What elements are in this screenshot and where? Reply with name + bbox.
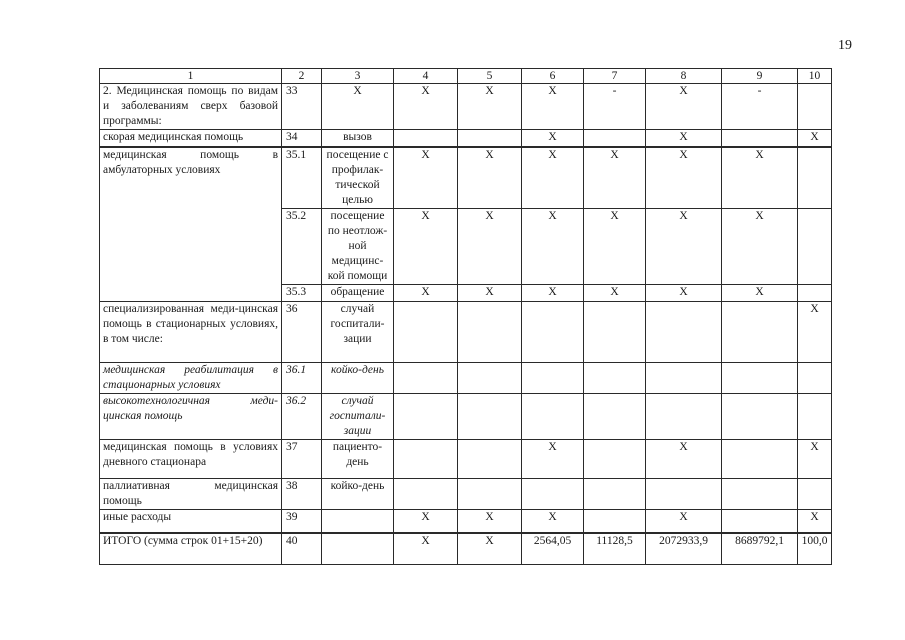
column-header: 9 [722,69,798,84]
cell-col4: Х [394,209,458,285]
cell-col6 [522,302,584,363]
row-name: высокотехнологичная меди-цинская помощь [100,394,282,440]
cell-col8: Х [646,285,722,302]
row-name: специализированная меди-цинская помощь в стационарных условиях, в том числе: [100,302,282,363]
cell-col8: Х [646,440,722,479]
row-name: паллиативная медицинская помощь [100,479,282,510]
cell-col7 [584,510,646,534]
cell-col4 [394,130,458,148]
cell-col9 [722,394,798,440]
cell-col7 [584,302,646,363]
row-number: 38 [282,479,322,510]
cell-col8 [646,479,722,510]
table-row [100,479,832,510]
cell-col9: 8689792,1 [722,533,798,565]
row-name: скорая медицинская помощь [100,130,282,148]
cell-col10 [798,84,832,130]
cell-col9 [722,510,798,534]
cell-col8: Х [646,147,722,209]
cell-col6: Х [522,440,584,479]
page-number: 19 [838,38,852,53]
cell-col9: Х [722,147,798,209]
cell-col5: Х [458,84,522,130]
cell-col6 [522,479,584,510]
cell-col7 [584,440,646,479]
row-unit: койко-день [322,363,394,394]
table-row [100,84,832,130]
cell-col5: Х [458,533,522,565]
cell-col9 [722,479,798,510]
cell-col5 [458,302,522,363]
row-unit: вызов [322,130,394,148]
column-header: 5 [458,69,522,84]
column-header: 1 [100,69,282,84]
row-name: медицинская реабилитация в стационарных условиях [100,363,282,394]
cell-col5 [458,130,522,148]
cell-col5 [458,394,522,440]
cell-col4: Х [394,84,458,130]
cell-col8 [646,363,722,394]
cell-col6: Х [522,84,584,130]
cell-col7: Х [584,209,646,285]
cell-col9: Х [722,285,798,302]
column-header: 2 [282,69,322,84]
table-row [100,130,832,148]
row-number: 35.2 [282,209,322,285]
cell-col8: Х [646,209,722,285]
cell-col7 [584,394,646,440]
row-unit: обращение [322,285,394,302]
row-number: 39 [282,510,322,534]
column-header: 8 [646,69,722,84]
cell-col4 [394,479,458,510]
row-number: 37 [282,440,322,479]
cell-col9: - [722,84,798,130]
row-unit: пациенто-день [322,440,394,479]
row-unit: случай госпитали-зации [322,302,394,363]
cell-col5: Х [458,147,522,209]
table-row [100,302,832,363]
cell-col8 [646,302,722,363]
cell-col7: 11128,5 [584,533,646,565]
cell-col6: Х [522,209,584,285]
row-unit [322,533,394,565]
row-name: медицинская помощь в условиях дневного стационара [100,440,282,479]
row-number: 40 [282,533,322,565]
cell-col6: 2564,05 [522,533,584,565]
table-header-row [100,69,832,84]
row-unit: койко-день [322,479,394,510]
cell-col7 [584,363,646,394]
row-unit: Х [322,84,394,130]
cell-col7 [584,479,646,510]
cell-col4: Х [394,510,458,534]
row-unit: посещение по неотлож-ной медицинс-кой помощи [322,209,394,285]
cell-col10 [798,147,832,209]
table-row [100,394,832,440]
cell-col10: Х [798,510,832,534]
cell-col4: Х [394,147,458,209]
row-unit: случай госпитали-зации [322,394,394,440]
row-name: медицинская помощь в амбулаторных условиях [100,147,282,302]
cell-col5 [458,479,522,510]
cell-col10 [798,285,832,302]
cell-col7: Х [584,285,646,302]
cell-col7: Х [584,147,646,209]
row-number: 33 [282,84,322,130]
column-header: 4 [394,69,458,84]
cell-col4 [394,394,458,440]
cell-col5: Х [458,209,522,285]
row-number: 36 [282,302,322,363]
cell-col5 [458,440,522,479]
cell-col4 [394,440,458,479]
table-row [100,440,832,479]
cell-col8: Х [646,510,722,534]
cell-col4 [394,302,458,363]
cell-col8: Х [646,84,722,130]
row-unit [322,510,394,534]
cell-col6 [522,363,584,394]
cell-col9: Х [722,209,798,285]
table-row [100,510,832,534]
cell-col6: Х [522,147,584,209]
row-number: 34 [282,130,322,148]
cell-col7 [584,130,646,148]
cell-col9 [722,130,798,148]
table-row [100,363,832,394]
table-row [100,147,832,209]
cell-col10: Х [798,302,832,363]
cell-col4: Х [394,285,458,302]
row-name: иные расходы [100,510,282,534]
cell-col8 [646,394,722,440]
row-name: ИТОГО (сумма строк 01+15+20) [100,533,282,565]
cell-col10: 100,0 [798,533,832,565]
program-cost-table [99,68,832,565]
cell-col9 [722,363,798,394]
cell-col6: Х [522,510,584,534]
cell-col10 [798,479,832,510]
cell-col5: Х [458,510,522,534]
cell-col8: 2072933,9 [646,533,722,565]
row-number: 35.3 [282,285,322,302]
cell-col10 [798,363,832,394]
cell-col6: Х [522,130,584,148]
row-number: 36.2 [282,394,322,440]
column-header: 6 [522,69,584,84]
row-name: 2. Медицинская помощь по видам и заболеваниям сверх базовой программы: [100,84,282,130]
cell-col9 [722,302,798,363]
column-header: 10 [798,69,832,84]
cell-col4 [394,363,458,394]
column-header: 7 [584,69,646,84]
row-number: 36.1 [282,363,322,394]
cell-col10 [798,394,832,440]
cell-col7: - [584,84,646,130]
cell-col10: Х [798,130,832,148]
row-number: 35.1 [282,147,322,209]
cell-col5: Х [458,285,522,302]
table-row-total [100,533,832,565]
row-unit: посещение с профилак-тической целью [322,147,394,209]
cell-col10 [798,209,832,285]
cell-col6 [522,394,584,440]
cell-col6: Х [522,285,584,302]
column-header: 3 [322,69,394,84]
cell-col4: Х [394,533,458,565]
cell-col8: Х [646,130,722,148]
cell-col10: Х [798,440,832,479]
cell-col5 [458,363,522,394]
cell-col9 [722,440,798,479]
